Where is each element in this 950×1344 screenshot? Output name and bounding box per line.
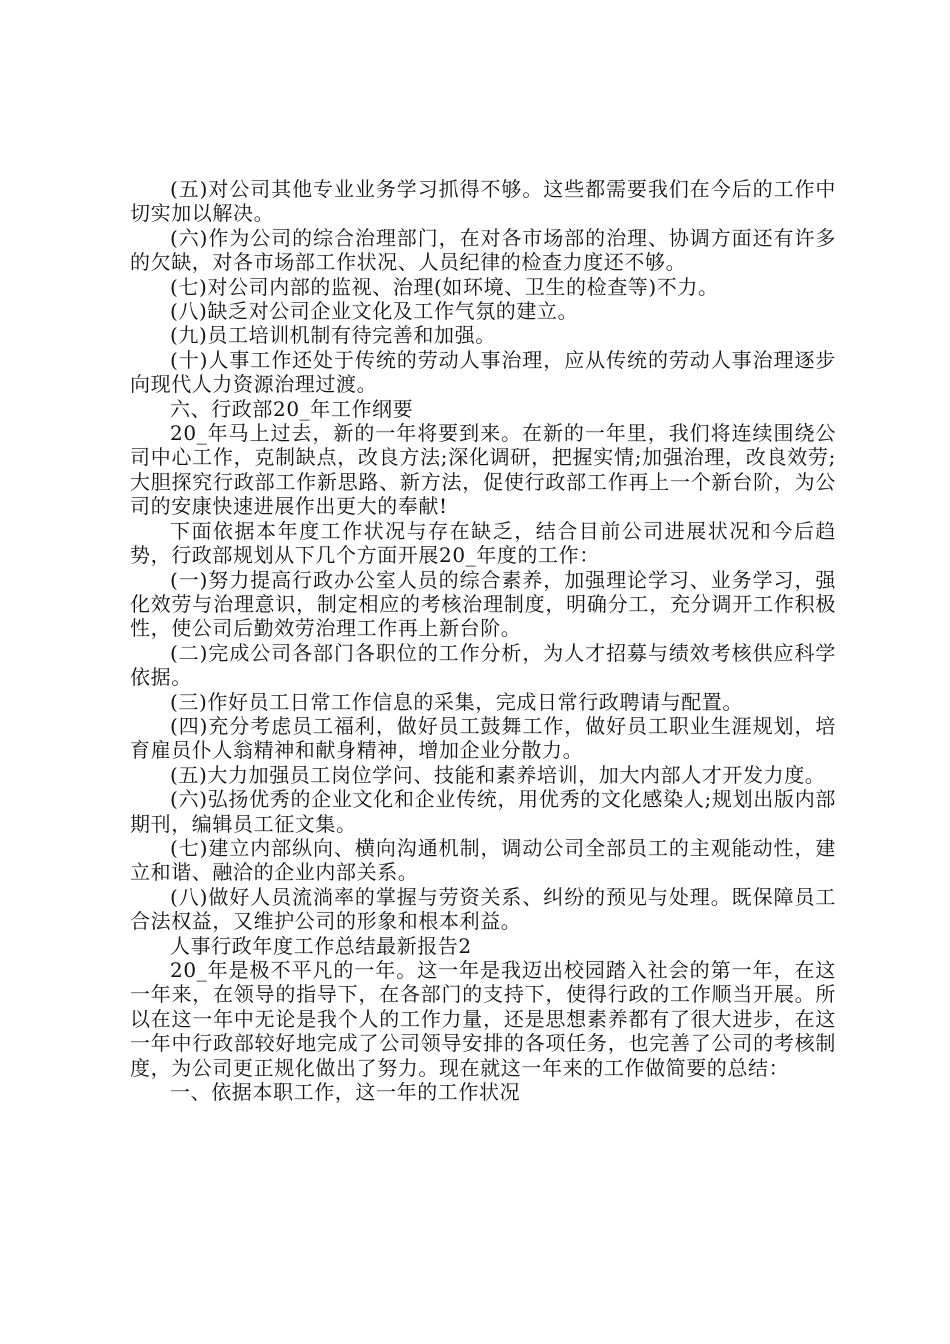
paragraph-report-intro: 20_年是极不平凡的一年。这一年是我迈出校园踏入社会的第一年，在这一年来，在领导的指导下，在各部门的支持下，使得行政的工作顺当开展。所以在这一年中无论是我个人的工作力量，还是思想素养都有了很大进步，在这一年中行政部较好地完成了公司领导安排的各项任务，也完善了公司的考核制度，为公司更正规化做出了努力。现在就这一年来的工作做简要的总结： [130, 958, 836, 1080]
report-title: 人事行政年度工作总结最新报告2 [170, 933, 472, 958]
paragraph-plan-7: (七)建立内部纵向、横向沟通机制，调动公司全部员工的主观能动性，建立和谐、融洽的企业内部关系。 [130, 835, 836, 885]
section-heading-work-outline: 六、行政部20_年工作纲要 [170, 396, 414, 421]
paragraph-ba-culture: (八)缺乏对公司企业文化及工作气氛的建立。 [170, 299, 579, 324]
paragraph-shi-hr: (十)人事工作还处于传统的劳动人事治理，应从传统的劳动人事治理逐步向现代人力资源治理过渡。 [130, 347, 836, 397]
paragraph-qi-supervision: (七)对公司内部的监视、治理(如环境、卫生的检查等)不力。 [170, 274, 719, 299]
paragraph-plan-4: (四)充分考虑员工福利，做好员工鼓舞工作，做好员工职业生涯规划，培育雇员仆人翁精神和献身精神，增加企业分散力。 [130, 713, 836, 763]
paragraph-plan-2: (二)完成公司各部门各职位的工作分析，为人才招募与绩效考核供应科学依据。 [130, 640, 836, 690]
paragraph-plan-6: (六)弘扬优秀的企业文化和企业传统，用优秀的文化感染人;规划出版内部期刊，编辑员工征文集。 [130, 787, 836, 836]
paragraph-wu-study: (五)对公司其他专业业务学习抓得不够。这些都需要我们在今后的工作中切实加以解决。 [130, 177, 836, 226]
paragraph-plan-1: (一)努力提高行政办公室人员的综合素养，加强理论学习、业务学习，强化效劳与治理意识，制定相应的考核治理制度，明确分工，充分调开工作积极性，使公司后勤效劳治理工作再上新台阶。 [130, 567, 836, 641]
section-heading-work-status: 一、依据本职工作，这一年的工作状况 [170, 1080, 521, 1105]
paragraph-plan-intro: 下面依据本年度工作状况与存在缺乏，结合目前公司进展状况和今后趋势，行政部规划从下几个方面开展20_年度的工作： [130, 518, 836, 568]
document-body [130, 177, 836, 1104]
paragraph-plan-8: (八)做好人员流淌率的掌握与劳资关系、纠纷的预见与处理。既保障员工合法权益，又维护公司的形象和根本利益。 [130, 884, 836, 934]
paragraph-liu-management-dept: (六)作为公司的综合治理部门，在对各市场部的治理、协调方面还有许多的欠缺，对各市场部工作状况、人员纪律的检查力度还不够。 [130, 225, 836, 275]
paragraph-jiu-training: (九)员工培训机制有待完善和加强。 [170, 323, 496, 348]
paragraph-plan-5: (五)大力加强员工岗位学问、技能和素养培训，加大内部人才开发力度。 [170, 762, 826, 787]
paragraph-new-year: 20_年马上过去，新的一年将要到来。在新的一年里，我们将连续围绕公司中心工作，克制缺点，改良方法;深化调研，把握实情;加强治理，改良效劳;大胆探究行政部工作新思路、新方法，促使行政部工作再上一个新台阶，为公司的安康快速进展作出更大的奉献! [130, 421, 836, 519]
paragraph-plan-3: (三)作好员工日常工作信息的采集，完成日常行政聘请与配置。 [170, 689, 744, 714]
